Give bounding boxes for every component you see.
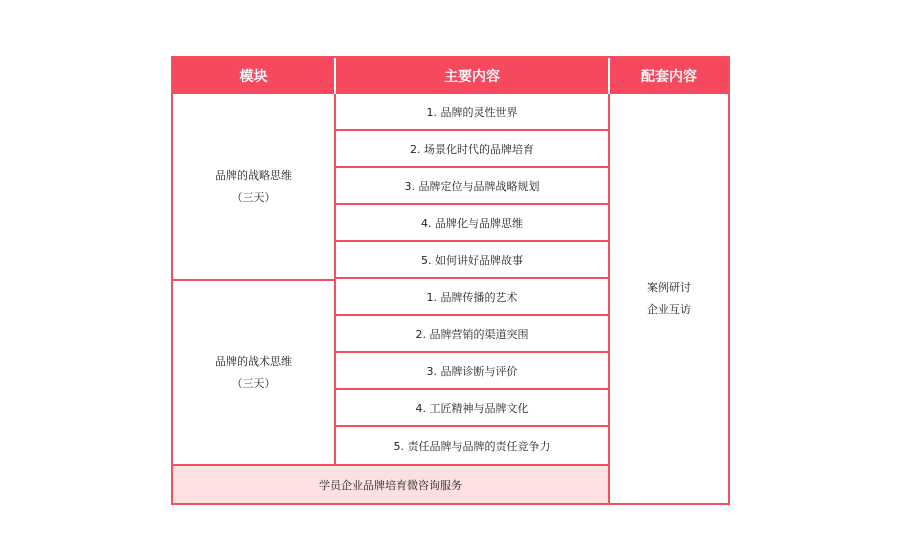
- content-item: 1. 品牌传播的艺术: [336, 279, 610, 316]
- content-item: 4. 品牌化与品牌思维: [336, 205, 610, 242]
- module-strategic: [173, 94, 336, 279]
- footer-service: 学员企业品牌培育微咨询服务: [173, 464, 610, 503]
- content-item: 5. 责任品牌与品牌的责任竞争力: [336, 427, 610, 464]
- module-duration: （三天）: [231, 190, 276, 204]
- header-supporting-content: 配套内容: [610, 58, 728, 94]
- header-module: 模块: [173, 58, 336, 94]
- course-table: [171, 56, 730, 505]
- supporting-line: 案例研讨: [647, 280, 691, 294]
- module-title: 品牌的战术思维: [215, 354, 292, 368]
- content-item: 2. 品牌营销的渠道突围: [336, 316, 610, 353]
- supporting-line: 企业互访: [647, 302, 691, 316]
- module-duration: （三天）: [231, 376, 276, 390]
- module-tactical: [173, 279, 336, 464]
- header-main-content: 主要内容: [336, 58, 610, 94]
- content-item: 2. 场景化时代的品牌培育: [336, 131, 610, 168]
- content-item: 3. 品牌诊断与评价: [336, 353, 610, 390]
- module-title: 品牌的战略思维: [215, 168, 292, 182]
- content-item: 5. 如何讲好品牌故事: [336, 242, 610, 279]
- content-item: 3. 品牌定位与品牌战略规划: [336, 168, 610, 205]
- content-item: 1. 品牌的灵性世界: [336, 94, 610, 131]
- supporting-content: [610, 94, 728, 503]
- content-item: 4. 工匠精神与品牌文化: [336, 390, 610, 427]
